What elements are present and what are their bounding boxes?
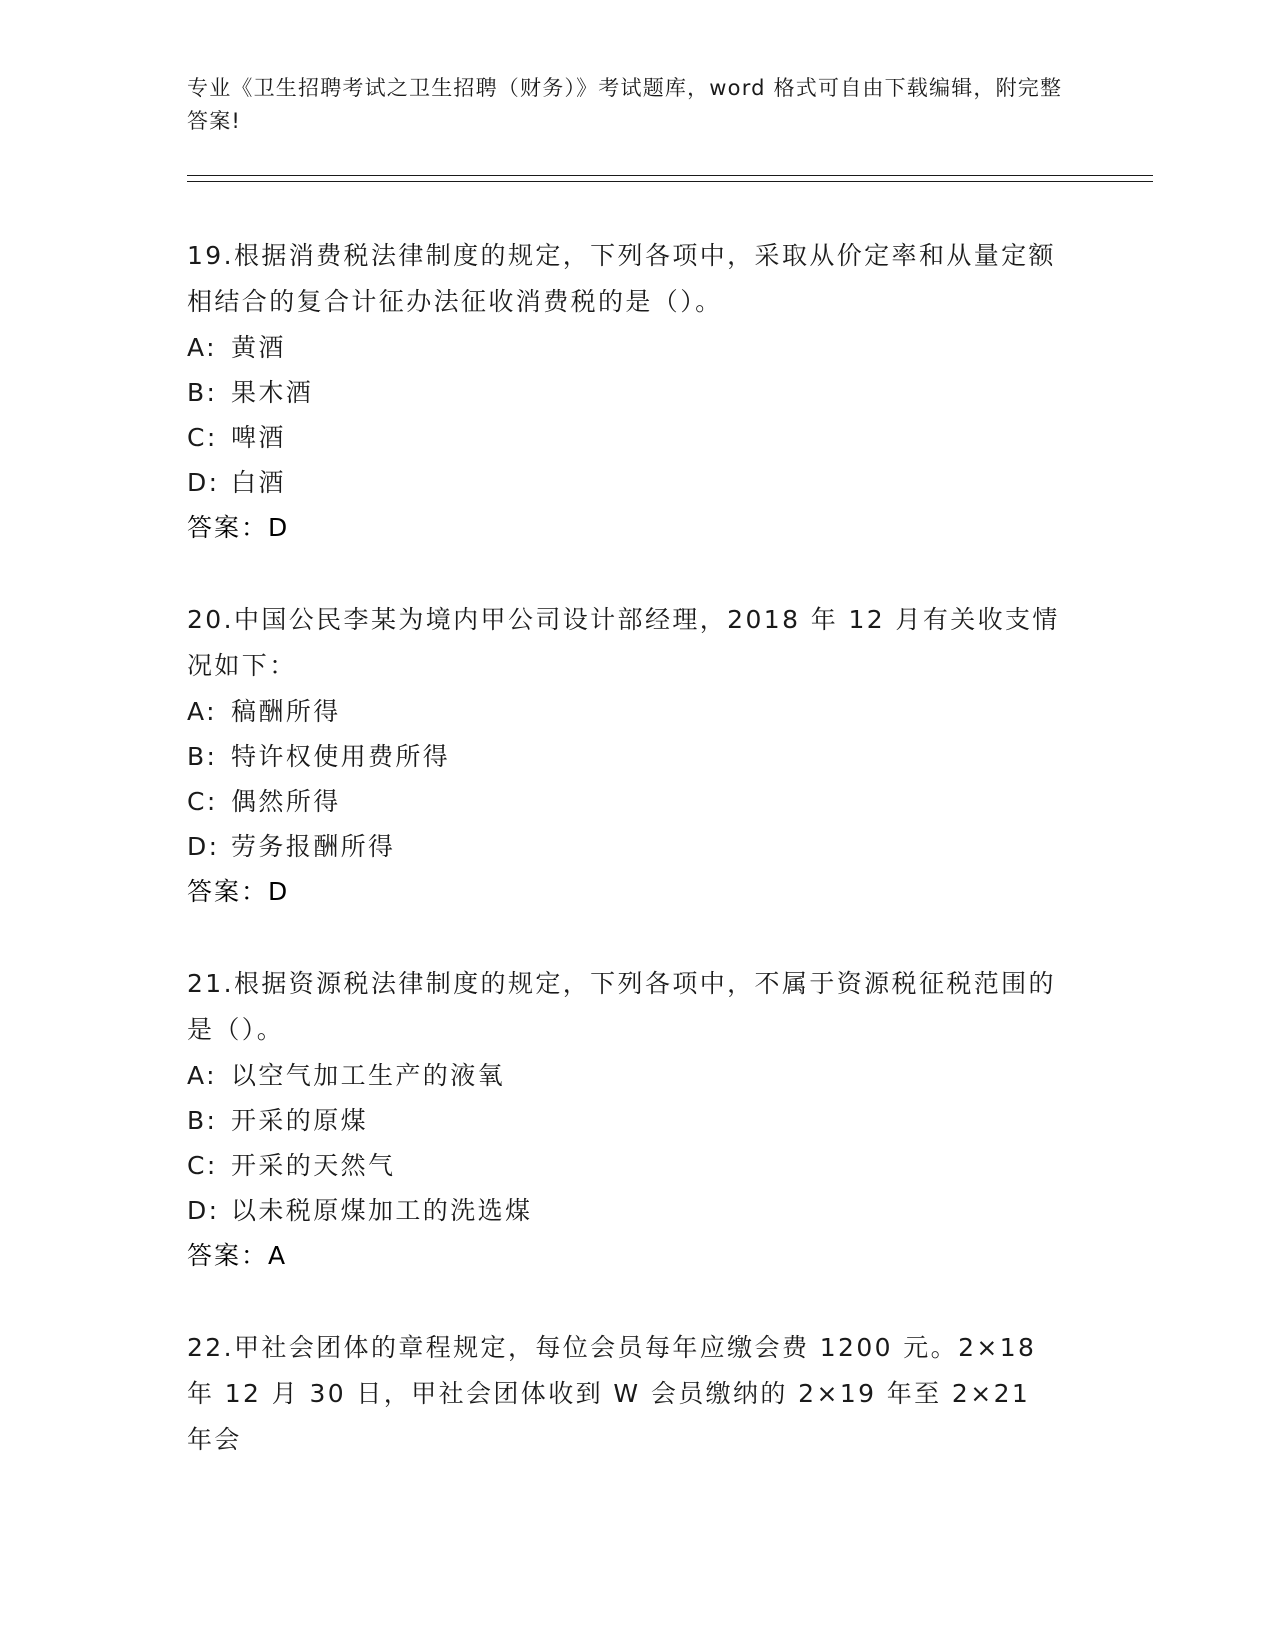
question-list — [187, 233, 1087, 1509]
option-key: D: — [187, 832, 220, 861]
option-text: 啤酒 — [231, 423, 286, 452]
option-text: 黄酒 — [231, 333, 286, 362]
option-key: B: — [187, 1106, 218, 1135]
option-c — [187, 1143, 1087, 1188]
question-stem: 21.根据资源税法律制度的规定，下列各项中，不属于资源税征税范围的是（）。 — [187, 969, 1056, 1044]
question-stem: 22.甲社会团体的章程规定，每位会员每年应缴会费 1200 元。2×18 年 12 月 30 日，甲社会团体收到 W 会员缴纳的 2×19 年至 2×21 年会 — [187, 1333, 1037, 1454]
option-c — [187, 415, 1087, 460]
option-text: 劳务报酬所得 — [231, 832, 396, 861]
option-key: B: — [187, 742, 218, 771]
option-key: A: — [187, 333, 217, 362]
option-text: 偶然所得 — [231, 787, 341, 816]
question-stem: 19.根据消费税法律制度的规定，下列各项中，采取从价定率和从量定额相结合的复合计征办法征收消费税的是（）。 — [187, 241, 1056, 316]
option-key: C: — [187, 787, 218, 816]
question-22 — [187, 1325, 1087, 1463]
option-text: 以空气加工生产的液氧 — [231, 1061, 506, 1090]
option-key: A: — [187, 1061, 217, 1090]
option-text: 果木酒 — [231, 378, 314, 407]
option-key: C: — [187, 1151, 218, 1180]
option-a — [187, 689, 1087, 734]
option-text: 开采的原煤 — [231, 1106, 369, 1135]
option-b — [187, 370, 1087, 415]
question-19 — [187, 233, 1087, 551]
option-text: 以未税原煤加工的洗选煤 — [231, 1196, 533, 1225]
option-a — [187, 325, 1087, 370]
question-20 — [187, 597, 1087, 915]
option-key: D: — [187, 468, 220, 497]
option-d — [187, 460, 1087, 505]
answer-line: 答案：D — [187, 877, 290, 906]
document-header: 专业《卫生招聘考试之卫生招聘（财务）》考试题库，word 格式可自由下载编辑，附完整答案! — [187, 76, 1063, 133]
option-key: C: — [187, 423, 218, 452]
option-b — [187, 734, 1087, 779]
option-key: D: — [187, 1196, 220, 1225]
option-key: B: — [187, 378, 218, 407]
option-b — [187, 1098, 1087, 1143]
question-21 — [187, 961, 1087, 1279]
option-text: 白酒 — [231, 468, 286, 497]
question-stem: 20.中国公民李某为境内甲公司设计部经理，2018 年 12 月有关收支情况如下： — [187, 605, 1060, 680]
option-text: 特许权使用费所得 — [231, 742, 451, 771]
option-text: 稿酬所得 — [231, 697, 341, 726]
header-divider-bottom — [187, 181, 1153, 182]
option-d — [187, 824, 1087, 869]
option-a — [187, 1053, 1087, 1098]
answer-line: 答案：D — [187, 513, 290, 542]
header-divider-top — [187, 175, 1153, 176]
option-text: 开采的天然气 — [231, 1151, 396, 1180]
answer-line: 答案：A — [187, 1241, 288, 1270]
option-d — [187, 1188, 1087, 1233]
option-key: A: — [187, 697, 217, 726]
option-c — [187, 779, 1087, 824]
